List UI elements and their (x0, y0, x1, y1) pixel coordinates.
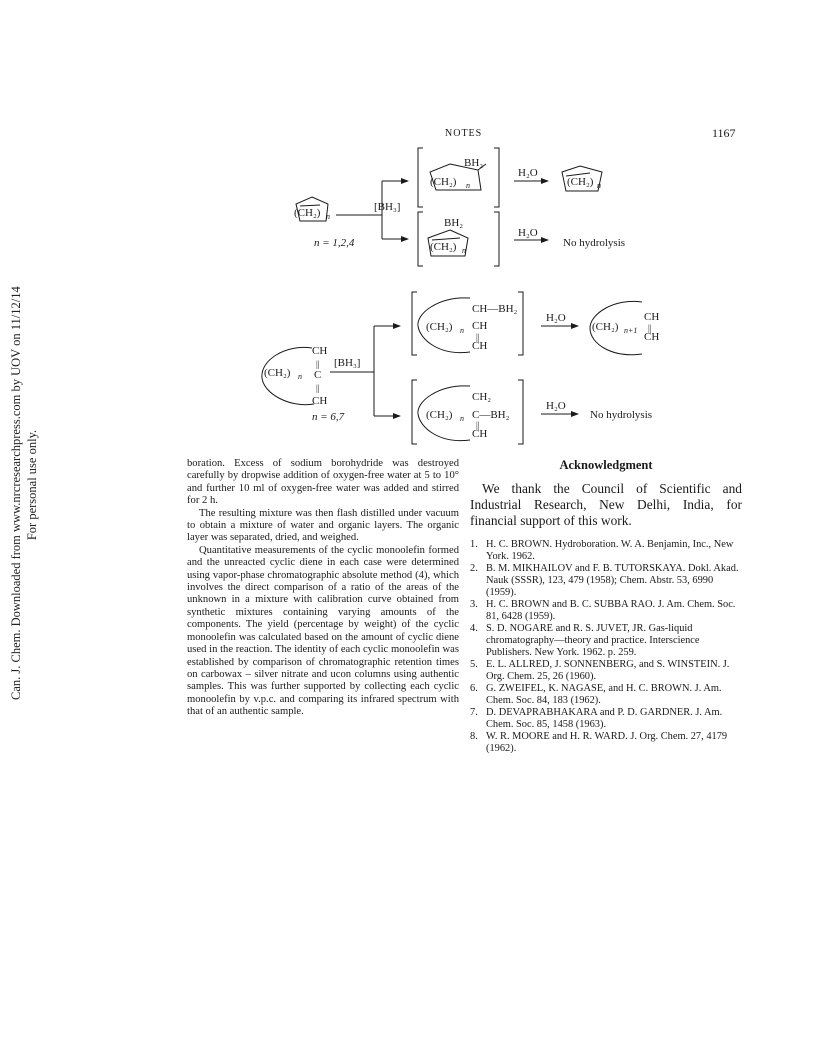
scheme2-start-ch-top: CH (312, 345, 328, 357)
body-paragraph: The resulting mixture was then flash distilled under vacuum to obtain a mixture of water and organic layers. The organic layer was separated, dried, and weighed. (187, 507, 459, 544)
scheme2-top-double: || (476, 332, 480, 342)
scheme1-arrow-label-top: H₂O (518, 167, 538, 179)
scheme1-start-sub: n (326, 212, 330, 221)
scheme2-top-ch-bottom: CH (472, 340, 488, 352)
reference-item: 5. E. L. ALLRED, J. SONNENBERG, and S. WINSTEIN. J. Org. Chem. 25, 26 (1960). (470, 658, 730, 682)
scheme1-result-bottom: No hydrolysis (563, 237, 626, 249)
scheme2-top-ring: (CH₂) (426, 321, 453, 333)
scheme2-bottom-ch2: CH₂ (472, 391, 492, 403)
scheme2-n-values: n = 6,7 (312, 411, 345, 423)
scheme2-reagent: [BH₃] (334, 357, 361, 369)
acknowledgment-column (470, 458, 742, 755)
running-title: NOTES (445, 128, 483, 139)
reference-item: 4. S. D. NOGARE and R. S. JUVET, JR. Gas-liquid chromatography—theory and practice. Interscience Publishers. New York. 1962. p. 259. (470, 623, 700, 658)
scheme2-bottom-c-bh2: C—BH₂ (472, 409, 510, 421)
reaction-scheme-figure (0, 0, 821, 460)
scheme1-reagent: [BH₃] (374, 201, 401, 213)
scheme2-start-double-1: || (316, 359, 320, 369)
scheme1-n-values: n = 1,2,4 (314, 237, 355, 249)
scheme1-product-ring: (CH₂) (567, 176, 594, 188)
reference-item: 3. H. C. BROWN and B. C. SUBBA RAO. J. Am. Chem. Soc. 81, 6428 (1959). (470, 598, 736, 622)
scheme2-product-ch-bottom: CH (644, 331, 660, 343)
scheme1-top-group: BH₂ (464, 157, 484, 169)
reference-list (470, 539, 742, 755)
watermark-line-2: For personal use only. (25, 429, 39, 541)
body-paragraph: Quantitative measurements of the cyclic monoolefin formed and the unreacted cyclic diene in each case were determined using vapor-phase chromatographic absolute method (4), which involves the direct comparison of a ratio of the areas of the unknown in a mixture with calibration curve obtained from synthetic mixtures containing varying amounts of the components. The yield (percentage by weight) of the cyclic monoolefin was calculated based on the amount of cyclic diene used in the reaction. The identity of each cyclic monoolefin was established by comparison of chromatographic retention times on carbowax – silver nitrate and ucon columns using authentic samples. This was further supported by collecting each cyclic monoolefin by v.p.c. and comparing its infrared spectrum with that of an authentic sample. (187, 544, 459, 718)
page-number: 1167 (712, 126, 736, 140)
scheme2-product-sub: n+1 (624, 326, 638, 335)
scheme1-bottom-sub: n (462, 246, 466, 255)
scheme2-arrow-label-top: H₂O (546, 312, 566, 324)
scheme2-start-double-2: || (316, 383, 320, 393)
body-text-column (187, 458, 459, 719)
acknowledgment-title: Acknowledgment (559, 458, 653, 472)
scheme1-top-ring: (CH₂) (430, 176, 457, 188)
scheme2-result-bottom: No hydrolysis (590, 409, 653, 421)
acknowledgment-text: We thank the Council of Scientific and Industrial Research, New Delhi, India, for financial support of this work. (470, 481, 742, 528)
body-paragraph: boration. Excess of sodium borohydride was destroyed carefully by dropwise addition of oxygen-free water at 5 to 10° and further 10 ml of oxygen-free water was added and stirred for 2 h. (187, 458, 459, 507)
scheme1-start-ring: (CH₂) (294, 207, 321, 219)
scheme2-bottom-ring: (CH₂) (426, 409, 453, 421)
reference-item: 8. W. R. MOORE and H. R. WARD. J. Org. Chem. 27, 4179 (1962). (470, 731, 728, 755)
scheme1-top-sub: n (466, 181, 470, 190)
scheme2-product-ch-top: CH (644, 311, 660, 323)
scheme2-start-ch-bottom: CH (312, 395, 328, 407)
reference-item: 7. D. DEVAPRABHAKARA and P. D. GARDNER. J. Am. Chem. Soc. 85, 1458 (1963). (470, 707, 723, 730)
watermark-line-1: Can. J. Chem. Downloaded from www.nrcresearchpress.com by UOV on 11/12/14 (9, 286, 23, 700)
scheme2-bottom-double: || (476, 420, 480, 430)
scheme2-product-ring: (CH₂) (592, 321, 619, 333)
scheme2-top-ch-bh2: CH—BH₂ (472, 303, 518, 315)
scheme1-arrow-label-bottom: H₂O (518, 227, 538, 239)
scheme2-bottom-sub: n (460, 414, 464, 423)
reference-item: 6. G. ZWEIFEL, K. NAGASE, and H. C. BROWN. J. Am. Chem. Soc. 84, 183 (1962). (470, 683, 722, 706)
scheme2-start-ring: (CH₂) (264, 367, 291, 379)
scheme1-bottom-group: BH₂ (444, 217, 464, 229)
scheme2-start-sub: n (298, 372, 302, 381)
scheme2-top-sub: n (460, 326, 464, 335)
scheme2-start-c: C (314, 369, 322, 381)
scheme2-product-double: || (648, 323, 652, 333)
reference-item: 1. H. C. BROWN. Hydroboration. W. A. Benjamin, Inc., New York. 1962. (470, 539, 734, 562)
scheme1-bottom-ring: (CH₂) (430, 241, 457, 253)
scheme2-arrow-label-bottom: H₂O (546, 400, 566, 412)
reference-item: 2. B. M. MIKHAILOV and F. B. TUTORSKAYA. Dokl. Akad. Nauk (SSSR), 123, 479 (1958); Chem. Abstr. 53, 6990 (1959). (470, 563, 739, 598)
scheme1-product-sub: n (597, 181, 601, 190)
scheme2-bottom-ch: CH (472, 428, 488, 440)
scheme2-top-ch: CH (472, 320, 488, 332)
